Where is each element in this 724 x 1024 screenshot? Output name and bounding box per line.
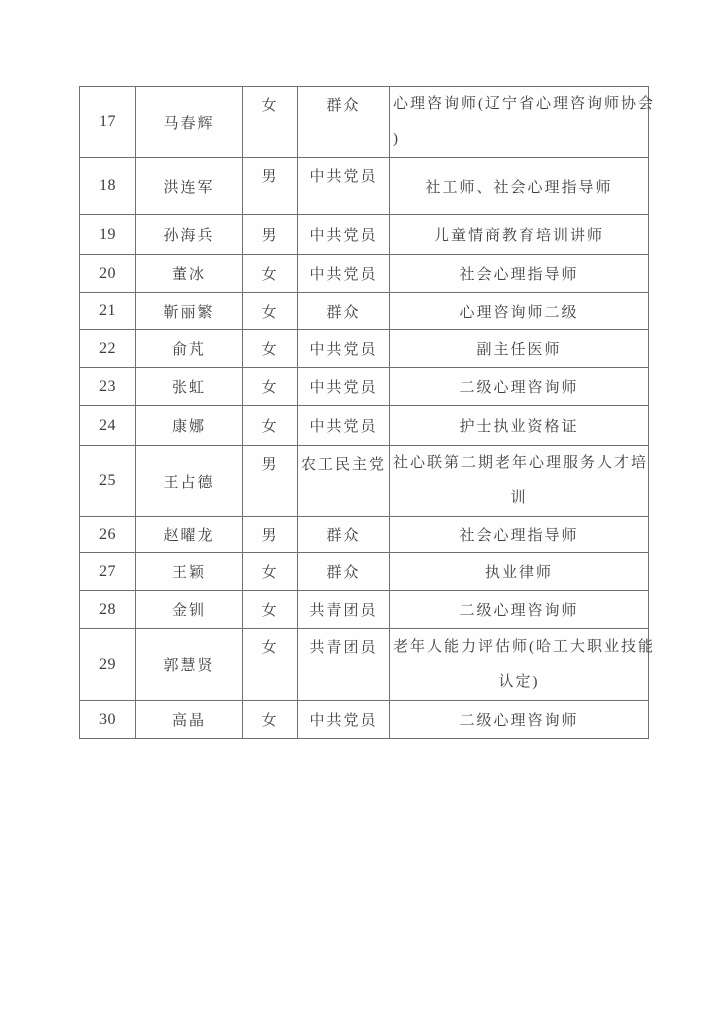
certificate-line: 心理咨询师二级 xyxy=(459,304,579,321)
table-row xyxy=(80,87,649,158)
certificate-line: 二级心理咨询师 xyxy=(459,603,579,619)
table-row xyxy=(80,293,649,330)
cell-certificate xyxy=(390,517,649,553)
table-row xyxy=(80,591,649,629)
cell-gender: 女 xyxy=(243,591,298,629)
cell-serial: 19 xyxy=(80,215,136,255)
cell-serial: 28 xyxy=(80,591,136,629)
cell-certificate xyxy=(390,591,649,629)
certificate-line: 护士执业资格证 xyxy=(459,419,579,435)
cell-name: 康娜 xyxy=(136,406,243,446)
cell-party: 中共党员 xyxy=(298,368,390,406)
cell-name: 俞芃 xyxy=(136,330,243,368)
cell-serial: 29 xyxy=(80,629,136,701)
cell-gender: 女 xyxy=(243,368,298,406)
cell-party: 中共党员 xyxy=(298,215,390,255)
cell-gender: 女 xyxy=(243,629,298,701)
table-row xyxy=(80,255,649,293)
table-row xyxy=(80,553,649,591)
certificate-line: 儿童情商教育培训讲师 xyxy=(433,228,604,244)
cell-serial: 17 xyxy=(80,87,136,158)
cell-name: 靳丽繁 xyxy=(136,293,243,330)
table-row xyxy=(80,701,649,739)
cell-certificate xyxy=(390,406,649,446)
cell-serial: 18 xyxy=(80,158,136,215)
certificate-line: 认定) xyxy=(498,673,540,690)
cell-party: 群众 xyxy=(298,87,390,158)
table-row xyxy=(80,446,649,517)
table-row xyxy=(80,517,649,553)
cell-gender: 男 xyxy=(243,215,298,255)
cell-certificate xyxy=(390,87,655,158)
cell-party: 中共党员 xyxy=(298,255,390,293)
cell-certificate xyxy=(390,255,649,293)
cell-certificate xyxy=(390,629,655,701)
certificate-line: 社会心理指导师 xyxy=(459,267,579,283)
cell-party: 中共党员 xyxy=(298,701,390,739)
cell-gender: 男 xyxy=(243,517,298,553)
cell-party: 群众 xyxy=(298,517,390,553)
cell-name: 董冰 xyxy=(136,255,243,293)
cell-certificate xyxy=(390,446,649,517)
cell-party: 共青团员 xyxy=(298,591,390,629)
cell-serial: 23 xyxy=(80,368,136,406)
cell-certificate xyxy=(390,215,649,255)
certificate-line: 副主任医师 xyxy=(476,342,562,358)
table-row xyxy=(80,629,649,701)
certificate-line: 社会心理指导师 xyxy=(459,528,579,544)
table-row xyxy=(80,158,649,215)
cell-name: 洪连军 xyxy=(136,158,243,215)
cell-gender: 男 xyxy=(243,158,298,215)
cell-name: 王占德 xyxy=(136,446,243,517)
cell-certificate xyxy=(390,553,649,591)
table-row xyxy=(80,406,649,446)
cell-gender: 男 xyxy=(243,446,298,517)
cell-gender: 女 xyxy=(243,406,298,446)
cell-gender: 女 xyxy=(243,293,298,330)
cell-certificate xyxy=(390,701,649,739)
certificate-line: ) xyxy=(393,131,400,147)
cell-serial: 21 xyxy=(80,293,136,330)
roster-table-body xyxy=(80,87,655,739)
cell-name: 高晶 xyxy=(136,701,243,739)
certificate-line: 二级心理咨询师 xyxy=(459,380,579,396)
cell-name: 马春辉 xyxy=(136,87,243,158)
certificate-line: 社心联第二期老年心理服务人才培 xyxy=(393,455,649,471)
cell-name: 王颖 xyxy=(136,553,243,591)
certificate-line: 老年人能力评估师(哈工大职业技能 xyxy=(393,638,655,655)
table-row xyxy=(80,215,649,255)
cell-serial: 25 xyxy=(80,446,136,517)
cell-name: 张虹 xyxy=(136,368,243,406)
cell-gender: 女 xyxy=(243,701,298,739)
roster-table xyxy=(79,86,655,739)
certificate-line: 社工师、社会心理指导师 xyxy=(425,179,613,196)
cell-gender: 女 xyxy=(243,255,298,293)
table-row xyxy=(80,368,649,406)
cell-party: 群众 xyxy=(298,293,390,330)
cell-serial: 26 xyxy=(80,517,136,553)
cell-party: 共青团员 xyxy=(298,629,390,701)
cell-serial: 20 xyxy=(80,255,136,293)
cell-party: 群众 xyxy=(298,553,390,591)
cell-name: 孙海兵 xyxy=(136,215,243,255)
table-row xyxy=(80,330,649,368)
certificate-line: 训 xyxy=(510,490,528,506)
cell-certificate xyxy=(390,330,649,368)
certificate-line: 执业律师 xyxy=(484,565,553,581)
cell-name: 郭慧贤 xyxy=(136,629,243,701)
cell-serial: 22 xyxy=(80,330,136,368)
certificate-line: 二级心理咨询师 xyxy=(459,713,579,729)
cell-party: 农工民主党 xyxy=(298,446,390,517)
cell-name: 赵曜龙 xyxy=(136,517,243,553)
cell-party: 中共党员 xyxy=(298,330,390,368)
cell-certificate xyxy=(390,293,649,330)
cell-gender: 女 xyxy=(243,330,298,368)
cell-name: 金钏 xyxy=(136,591,243,629)
cell-serial: 24 xyxy=(80,406,136,446)
cell-certificate xyxy=(390,368,649,406)
cell-serial: 27 xyxy=(80,553,136,591)
certificate-line: 心理咨询师(辽宁省心理咨询师协会 xyxy=(393,96,655,112)
cell-serial: 30 xyxy=(80,701,136,739)
cell-gender: 女 xyxy=(243,87,298,158)
cell-gender: 女 xyxy=(243,553,298,591)
cell-party: 中共党员 xyxy=(298,406,390,446)
cell-certificate xyxy=(390,158,649,215)
cell-party: 中共党员 xyxy=(298,158,390,215)
